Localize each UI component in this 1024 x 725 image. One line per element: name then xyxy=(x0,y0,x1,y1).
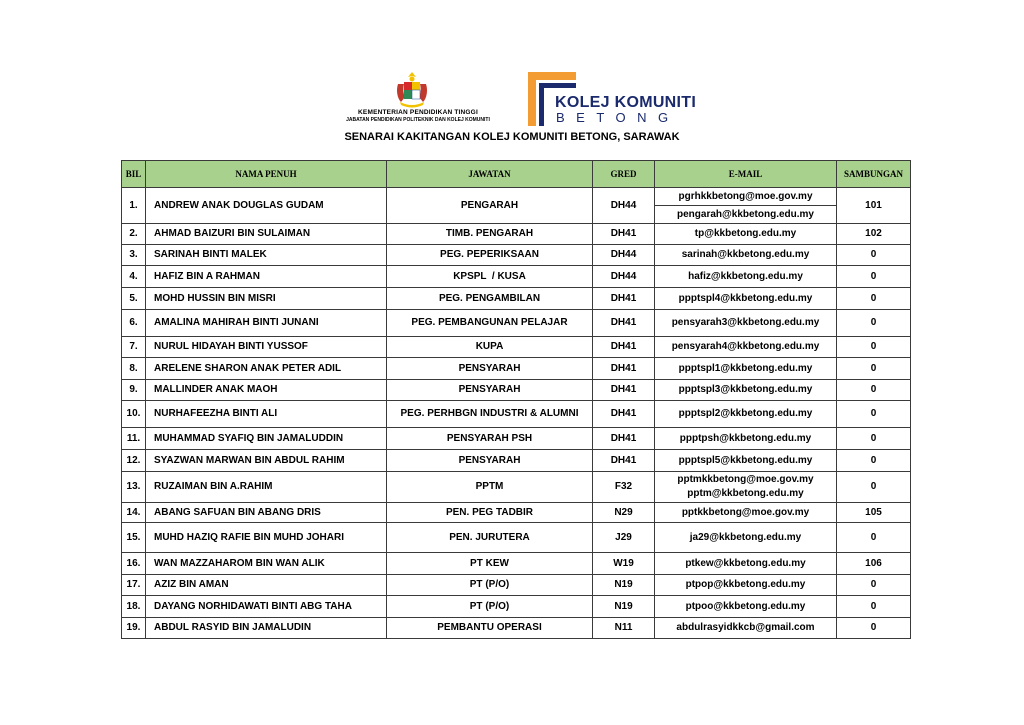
email-link[interactable]: ja29@kkbetong.edu.my xyxy=(655,523,837,553)
table-row xyxy=(122,337,911,358)
cell-nama: MOHD HUSSIN BIN MISRI xyxy=(146,288,387,310)
cell-bil: 9. xyxy=(122,380,146,401)
cell-bil: 13. xyxy=(122,472,146,503)
cell-jawatan: PENSYARAH xyxy=(387,358,593,380)
email-link[interactable]: ppptspl4@kkbetong.edu.my xyxy=(655,288,837,310)
cell-nama: ARELENE SHARON ANAK PETER ADIL xyxy=(146,358,387,380)
column-header-nama: NAMA PENUH xyxy=(146,161,387,188)
email-link[interactable]: pptm@kkbetong.edu.my xyxy=(687,488,804,499)
table-row xyxy=(122,245,911,266)
document-title: SENARAI KAKITANGAN KOLEJ KOMUNITI BETONG, SARAWAK xyxy=(344,131,680,143)
cell-gred: N19 xyxy=(593,575,655,596)
email-link[interactable]: sarinah@kkbetong.edu.my xyxy=(655,245,837,266)
cell-sambungan: 0 xyxy=(837,523,911,553)
email-link[interactable]: pptmkkbetong@moe.gov.my xyxy=(677,474,814,485)
cell-jawatan: PEN. PEG TADBIR xyxy=(387,503,593,523)
cell-bil: 14. xyxy=(122,503,146,523)
cell-sambungan: 0 xyxy=(837,310,911,337)
cell-nama: HAFIZ BIN A RAHMAN xyxy=(146,266,387,288)
cell-email xyxy=(655,188,837,224)
email-link[interactable]: pensyarah4@kkbetong.edu.my xyxy=(655,337,837,358)
cell-bil: 8. xyxy=(122,358,146,380)
cell-jawatan: PEG. PEPERIKSAAN xyxy=(387,245,593,266)
cell-gred: DH44 xyxy=(593,266,655,288)
cell-sambungan: 0 xyxy=(837,618,911,639)
cell-bil: 17. xyxy=(122,575,146,596)
cell-sambungan: 0 xyxy=(837,596,911,618)
cell-gred: DH41 xyxy=(593,337,655,358)
cell-sambungan: 105 xyxy=(837,503,911,523)
cell-gred: DH41 xyxy=(593,380,655,401)
cell-nama: AMALINA MAHIRAH BINTI JUNANI xyxy=(146,310,387,337)
document-header xyxy=(0,0,1024,150)
malaysia-coat-of-arms-icon xyxy=(392,70,432,108)
cell-nama: DAYANG NORHIDAWATI BINTI ABG TAHA xyxy=(146,596,387,618)
email-link[interactable]: pgrhkkbetong@moe.gov.my xyxy=(678,191,813,202)
cell-jawatan: PPTM xyxy=(387,472,593,503)
cell-jawatan: PEMBANTU OPERASI xyxy=(387,618,593,639)
cell-sambungan: 0 xyxy=(837,337,911,358)
cell-sambungan: 0 xyxy=(837,266,911,288)
cell-nama: ANDREW ANAK DOUGLAS GUDAM xyxy=(146,188,387,224)
cell-bil: 11. xyxy=(122,428,146,450)
cell-gred: DH41 xyxy=(593,358,655,380)
cell-sambungan: 0 xyxy=(837,575,911,596)
cell-gred: N29 xyxy=(593,503,655,523)
cell-bil: 4. xyxy=(122,266,146,288)
table-row xyxy=(122,288,911,310)
cell-nama: WAN MAZZAHAROM BIN WAN ALIK xyxy=(146,553,387,575)
email-link[interactable]: ppptspl5@kkbetong.edu.my xyxy=(655,450,837,472)
cell-bil: 2. xyxy=(122,224,146,245)
cell-bil: 18. xyxy=(122,596,146,618)
email-link[interactable]: abdulrasyidkkcb@gmail.com xyxy=(655,618,837,639)
cell-gred: J29 xyxy=(593,523,655,553)
table-row xyxy=(122,428,911,450)
cell-sambungan: 106 xyxy=(837,553,911,575)
cell-bil: 7. xyxy=(122,337,146,358)
cell-nama: NURHAFEEZHA BINTI ALI xyxy=(146,401,387,428)
cell-jawatan: PENSYARAH xyxy=(387,450,593,472)
cell-bil: 5. xyxy=(122,288,146,310)
cell-nama: AHMAD BAIZURI BIN SULAIMAN xyxy=(146,224,387,245)
cell-gred: DH41 xyxy=(593,428,655,450)
table-row xyxy=(122,575,911,596)
cell-gred: DH41 xyxy=(593,401,655,428)
cell-jawatan: PENSYARAH xyxy=(387,380,593,401)
email-link[interactable]: pptkkbetong@moe.gov.my xyxy=(655,503,837,523)
cell-jawatan: PEG. PEMBANGUNAN PELAJAR xyxy=(387,310,593,337)
cell-nama: ABDUL RASYID BIN JAMALUDIN xyxy=(146,618,387,639)
cell-bil: 16. xyxy=(122,553,146,575)
table-row xyxy=(122,380,911,401)
cell-sambungan: 0 xyxy=(837,472,911,503)
cell-jawatan: PT (P/O) xyxy=(387,596,593,618)
table-row xyxy=(122,450,911,472)
cell-nama: SARINAH BINTI MALEK xyxy=(146,245,387,266)
college-name: KOLEJ KOMUNITI xyxy=(555,94,697,111)
cell-nama: SYAZWAN MARWAN BIN ABDUL RAHIM xyxy=(146,450,387,472)
cell-gred: DH41 xyxy=(593,310,655,337)
email-link[interactable]: pengarah@kkbetong.edu.my xyxy=(655,205,836,223)
cell-bil: 12. xyxy=(122,450,146,472)
email-link[interactable]: ptpop@kkbetong.edu.my xyxy=(655,575,837,596)
cell-jawatan: PT (P/O) xyxy=(387,575,593,596)
table-row xyxy=(122,266,911,288)
cell-email xyxy=(655,472,837,503)
college-location: BETONG xyxy=(556,110,680,125)
email-link[interactable]: hafiz@kkbetong.edu.my xyxy=(655,266,837,288)
cell-gred: F32 xyxy=(593,472,655,503)
table-row xyxy=(122,553,911,575)
cell-jawatan: PT KEW xyxy=(387,553,593,575)
cell-nama: MUHD HAZIQ RAFIE BIN MUHD JOHARI xyxy=(146,523,387,553)
cell-gred: DH44 xyxy=(593,188,655,224)
table-header-row xyxy=(122,161,911,188)
email-link[interactable]: ppptspl3@kkbetong.edu.my xyxy=(655,380,837,401)
cell-gred: DH44 xyxy=(593,245,655,266)
cell-jawatan: PEG. PERHBGN INDUSTRI & ALUMNI xyxy=(387,401,593,428)
cell-bil: 10. xyxy=(122,401,146,428)
staff-table xyxy=(121,160,911,639)
cell-sambungan: 0 xyxy=(837,401,911,428)
cell-gred: N11 xyxy=(593,618,655,639)
table-row xyxy=(122,503,911,523)
cell-bil: 15. xyxy=(122,523,146,553)
cell-bil: 19. xyxy=(122,618,146,639)
ministry-name xyxy=(318,109,518,124)
email-link[interactable]: tp@kkbetong.edu.my xyxy=(655,224,837,245)
email-link[interactable]: ptpoo@kkbetong.edu.my xyxy=(655,596,837,618)
cell-sambungan: 101 xyxy=(837,188,911,224)
cell-nama: ABANG SAFUAN BIN ABANG DRIS xyxy=(146,503,387,523)
table-row xyxy=(122,401,911,428)
cell-bil: 6. xyxy=(122,310,146,337)
table-row xyxy=(122,358,911,380)
column-header-email: E-MAIL xyxy=(655,161,837,188)
cell-jawatan: PENGARAH xyxy=(387,188,593,224)
email-link[interactable]: ppptpsh@kkbetong.edu.my xyxy=(655,428,837,450)
table-row xyxy=(122,188,911,224)
cell-sambungan: 102 xyxy=(837,224,911,245)
cell-sambungan: 0 xyxy=(837,358,911,380)
cell-bil: 3. xyxy=(122,245,146,266)
email-link[interactable]: ptkew@kkbetong.edu.my xyxy=(655,553,837,575)
cell-sambungan: 0 xyxy=(837,428,911,450)
cell-gred: DH41 xyxy=(593,224,655,245)
cell-nama: MALLINDER ANAK MAOH xyxy=(146,380,387,401)
cell-nama: MUHAMMAD SYAFIQ BIN JAMALUDDIN xyxy=(146,428,387,450)
column-header-jawatan: JAWATAN xyxy=(387,161,593,188)
cell-sambungan: 0 xyxy=(837,450,911,472)
cell-sambungan: 0 xyxy=(837,245,911,266)
table-row xyxy=(122,523,911,553)
column-header-bil: BIL xyxy=(122,161,146,188)
table-row xyxy=(122,596,911,618)
table-row xyxy=(122,618,911,639)
cell-bil: 1. xyxy=(122,188,146,224)
cell-sambungan: 0 xyxy=(837,288,911,310)
table-row xyxy=(122,310,911,337)
table-row xyxy=(122,224,911,245)
cell-nama: NURUL HIDAYAH BINTI YUSSOF xyxy=(146,337,387,358)
cell-gred: W19 xyxy=(593,553,655,575)
table-row xyxy=(122,472,911,503)
cell-nama: RUZAIMAN BIN A.RAHIM xyxy=(146,472,387,503)
email-link[interactable]: ppptspl2@kkbetong.edu.my xyxy=(655,401,837,428)
ministry-line-2: JABATAN PENDIDIKAN POLITEKNIK DAN KOLEJ KOMUNITI xyxy=(346,117,490,123)
cell-nama: AZIZ BIN AMAN xyxy=(146,575,387,596)
cell-gred: DH41 xyxy=(593,288,655,310)
ministry-line-1: KEMENTERIAN PENDIDIKAN TINGGI xyxy=(358,109,478,116)
cell-gred: DH41 xyxy=(593,450,655,472)
cell-jawatan: PEN. JURUTERA xyxy=(387,523,593,553)
cell-jawatan: KUPA xyxy=(387,337,593,358)
email-link[interactable]: pensyarah3@kkbetong.edu.my xyxy=(655,310,837,337)
cell-jawatan: TIMB. PENGARAH xyxy=(387,224,593,245)
cell-gred: N19 xyxy=(593,596,655,618)
cell-jawatan: PEG. PENGAMBILAN xyxy=(387,288,593,310)
column-header-gred: GRED xyxy=(593,161,655,188)
column-header-sambungan: SAMBUNGAN xyxy=(837,161,911,188)
cell-jawatan: KPSPL / KUSA xyxy=(387,266,593,288)
cell-jawatan: PENSYARAH PSH xyxy=(387,428,593,450)
cell-sambungan: 0 xyxy=(837,380,911,401)
email-link[interactable]: ppptspl1@kkbetong.edu.my xyxy=(655,358,837,380)
